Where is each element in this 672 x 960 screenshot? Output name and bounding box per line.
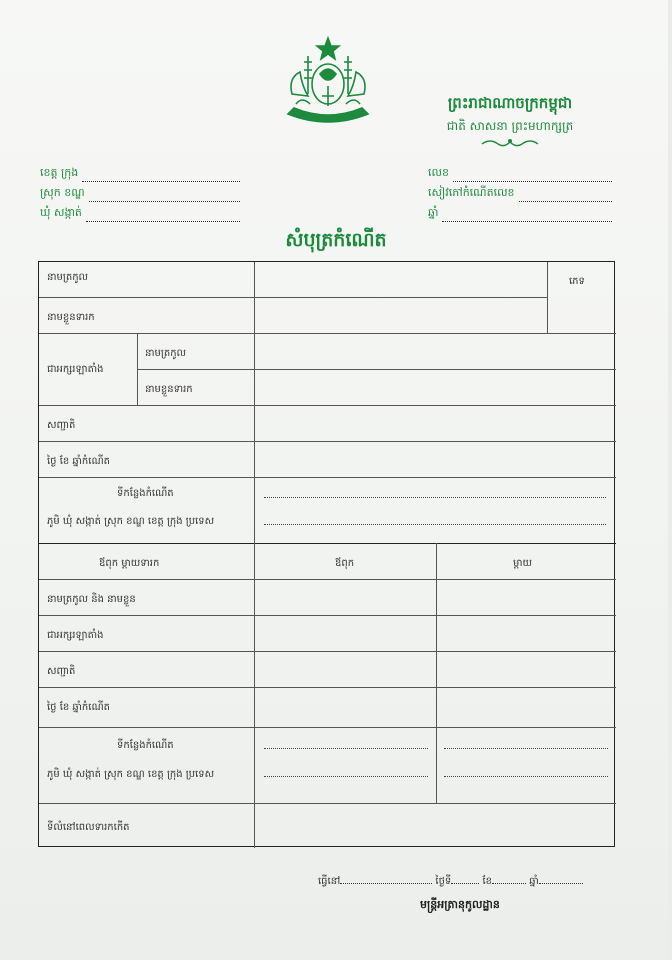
number-field[interactable]: លេខ xyxy=(428,166,612,182)
parents-header-label: ឪពុក ម្តាយទារក xyxy=(99,558,160,569)
birth-record-table xyxy=(38,261,615,847)
child-birth-date-label: ថ្ងៃ ខែ ឆ្នាំកំណើត xyxy=(47,456,110,467)
residence-label: ទីលំនៅពេលទារកកើត xyxy=(47,822,130,833)
father-column-label: ឪពុក xyxy=(335,558,355,569)
parent-birth-place-label: ទីកន្លែងកំណើត xyxy=(117,740,174,751)
district-field[interactable]: ស្រុក ខណ្ឌ xyxy=(40,186,240,202)
registrar-officer-label: មន្ត្រីអត្រានុកូលដ្ឋាន xyxy=(420,898,500,911)
parent-latin-label: ជាអក្សរឡាតាំង xyxy=(47,630,104,641)
child-birth-place-detail: ភូមិ ឃុំ សង្កាត់ ស្រុក ខណ្ឌ ខេត្ត ក្រុង ប្រទេស xyxy=(47,516,215,527)
made-at-line[interactable]: ធ្វើនៅ ថ្ងៃទី ខែ ឆ្នាំ xyxy=(318,874,583,889)
birth-book-number-field[interactable]: សៀវភៅកំណើតលេខ xyxy=(428,186,612,202)
latin-label: ជាអក្សរឡាតាំង xyxy=(47,364,104,375)
parent-birth-place-detail: ភូមិ ឃុំ សង្កាត់ ស្រុក ខណ្ឌ ខេត្ត ក្រុង ប្រទេស xyxy=(47,769,215,780)
province-field[interactable]: ខេត្ត ក្រុង xyxy=(40,166,240,182)
commune-field[interactable]: ឃុំ សង្កាត់ xyxy=(40,206,240,222)
kingdom-title: ព្រះរាជាណាចក្រកម្ពុជា xyxy=(447,94,573,112)
latin-family-name-label: នាមត្រកូល xyxy=(145,348,187,359)
national-motto: ជាតិ សាសនា ព្រះមហាក្សត្រ xyxy=(446,119,574,133)
child-nationality-label: សញ្ជាតិ xyxy=(47,420,76,431)
ornament-flourish-icon xyxy=(480,136,540,150)
year-field[interactable]: ឆ្នាំ xyxy=(428,206,612,222)
mother-column-label: ម្តាយ xyxy=(513,558,533,569)
child-family-name-label: នាមត្រកូល xyxy=(47,272,89,283)
latin-given-name-label: នាមខ្លួនទារក xyxy=(145,384,193,395)
child-birth-place-label: ទីកន្លែងកំណើត xyxy=(117,488,174,499)
sex-label: ភេទ xyxy=(569,276,585,287)
document-title: សំបុត្រកំណើត xyxy=(285,229,387,251)
parent-nationality-label: សញ្ជាតិ xyxy=(47,666,76,677)
royal-arms-emblem-icon xyxy=(278,34,378,134)
parent-full-name-label: នាមត្រកូល និង នាមខ្លួន xyxy=(47,594,136,605)
child-given-name-label: នាមខ្លួនទារក xyxy=(47,312,95,323)
parent-birth-date-label: ថ្ងៃ ខែ ឆ្នាំកំណើត xyxy=(47,702,110,713)
